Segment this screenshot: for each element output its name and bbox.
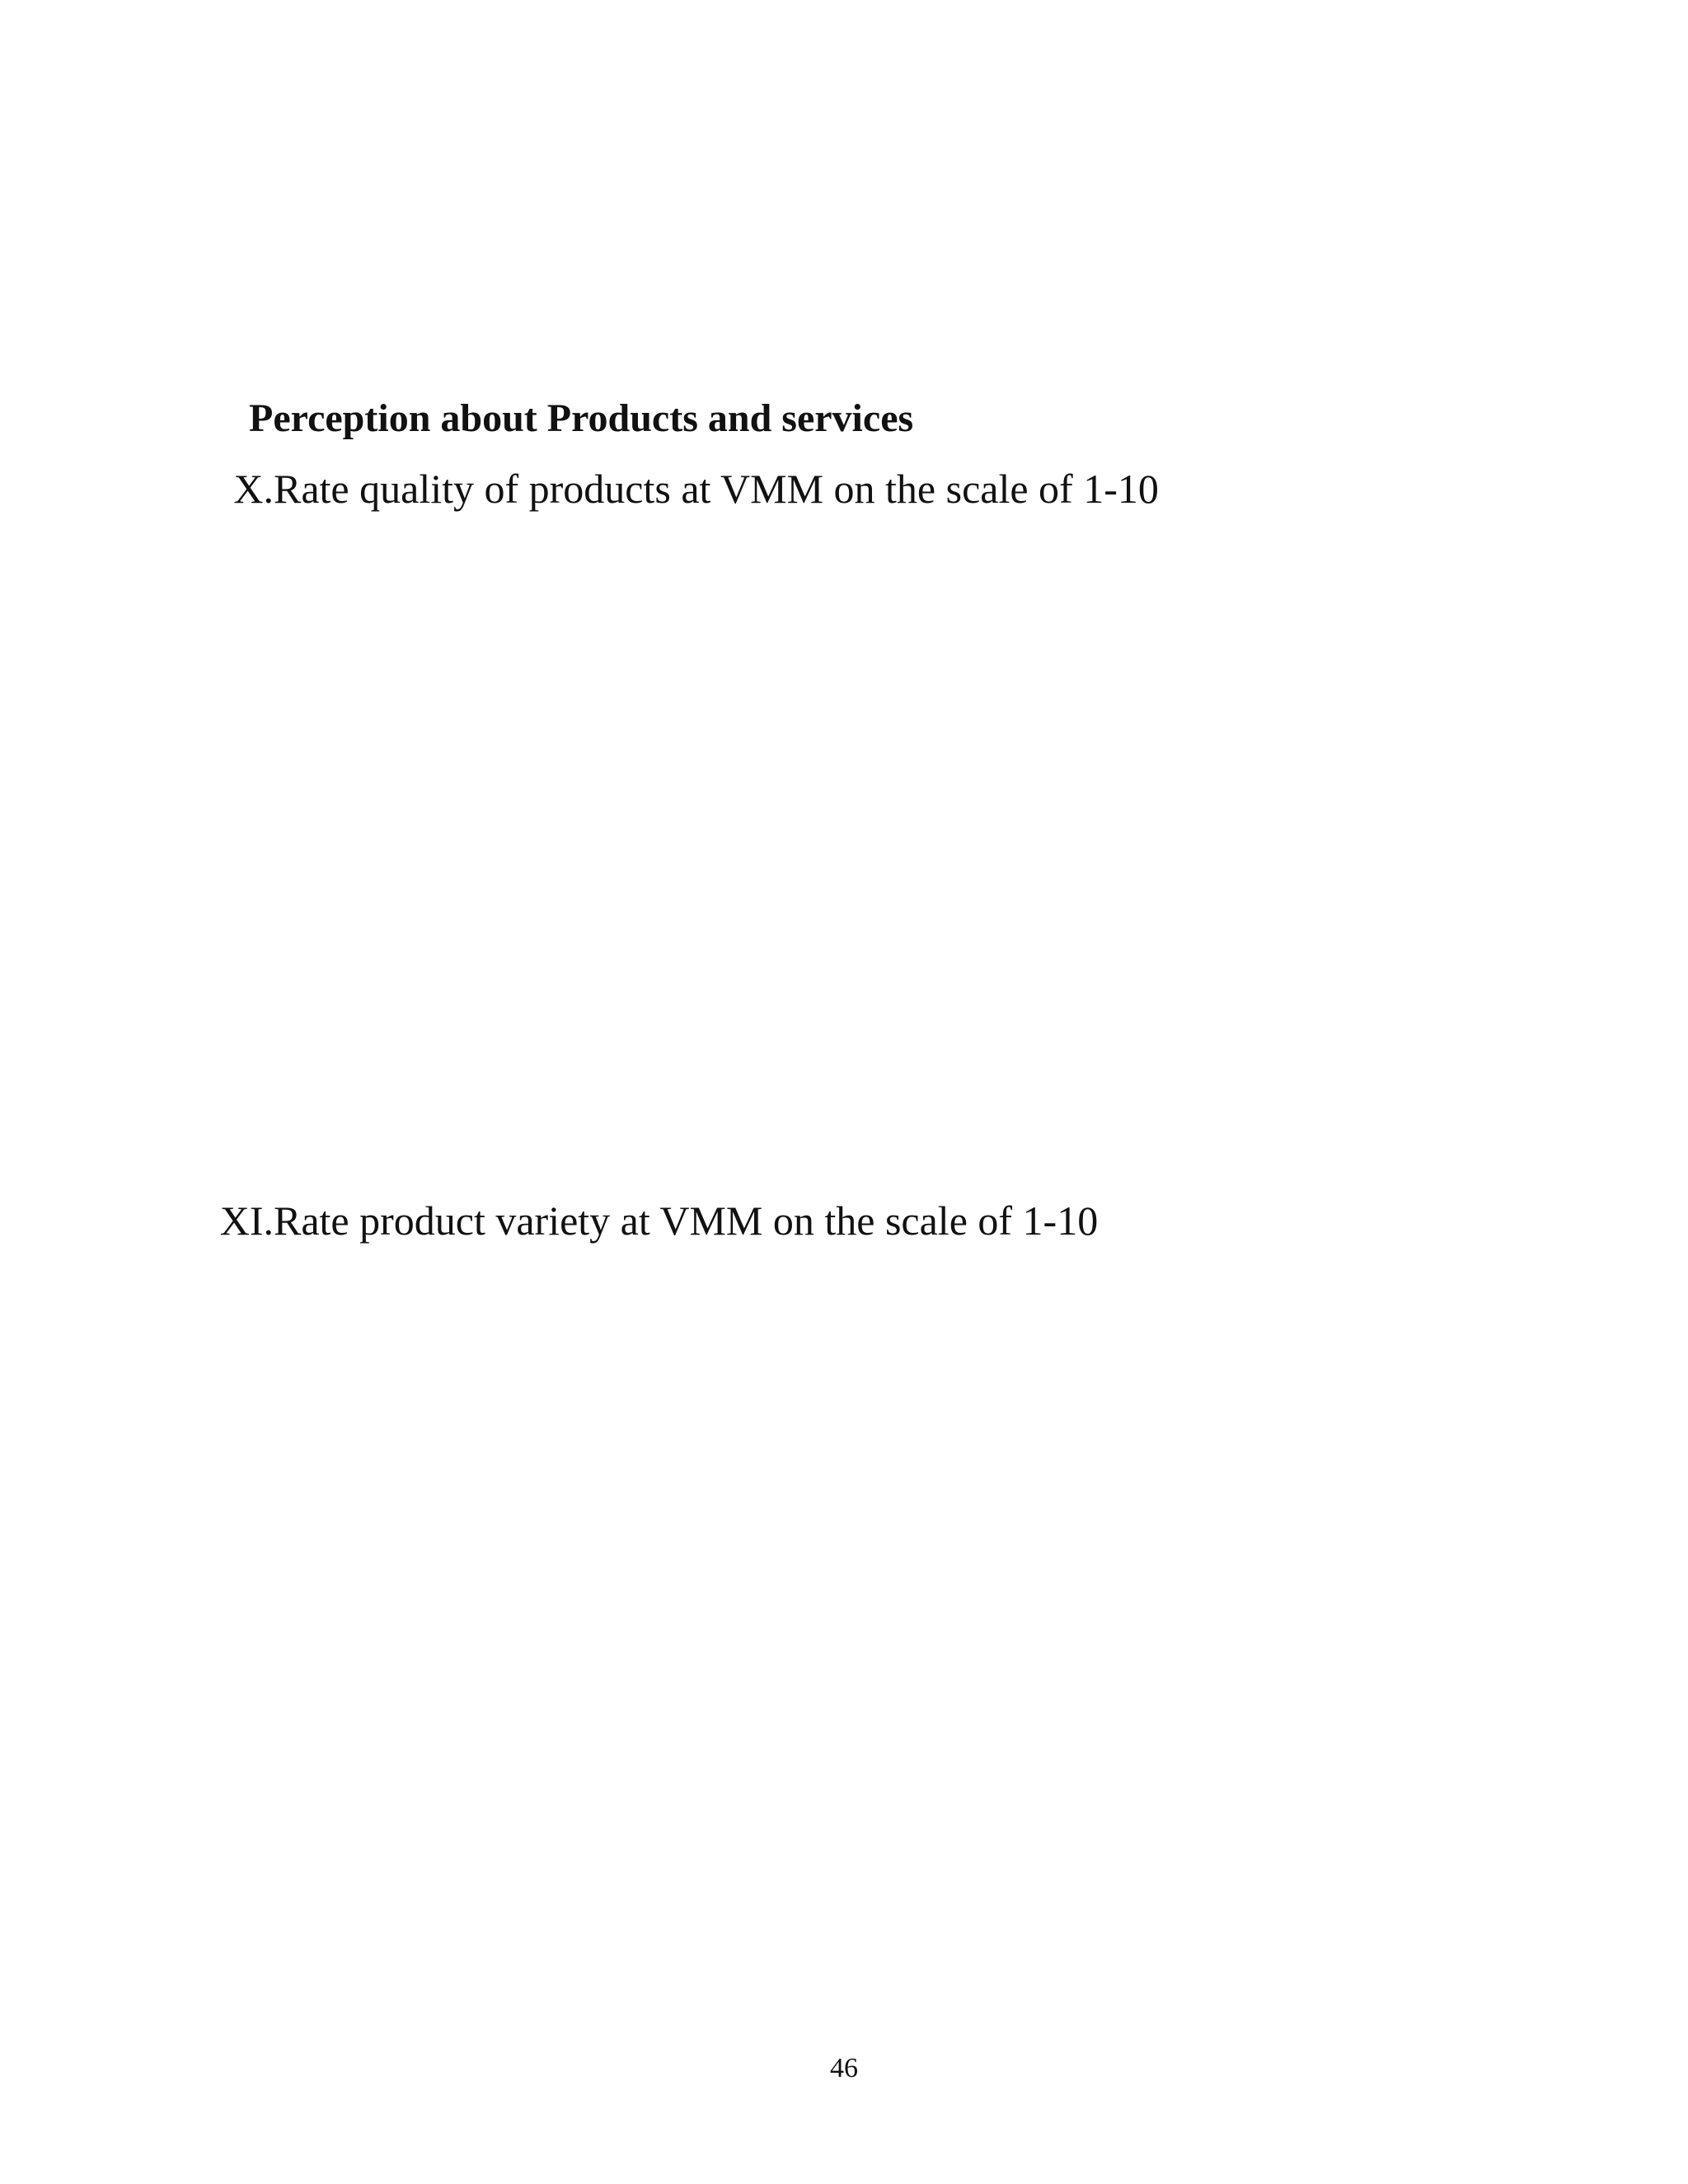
question-item — [165, 1195, 1099, 1246]
section-heading: Perception about Products and services — [249, 396, 914, 440]
question-text: Rate product variety at VMM on the scale of 1-10 — [274, 1197, 1099, 1244]
question-number: XI. — [219, 1197, 274, 1244]
question-number: X. — [233, 466, 274, 512]
page-number: 46 — [830, 2053, 858, 2083]
question-text: Rate quality of products at VMM on the scale of 1-10 — [274, 466, 1159, 512]
question-item — [165, 463, 1159, 514]
